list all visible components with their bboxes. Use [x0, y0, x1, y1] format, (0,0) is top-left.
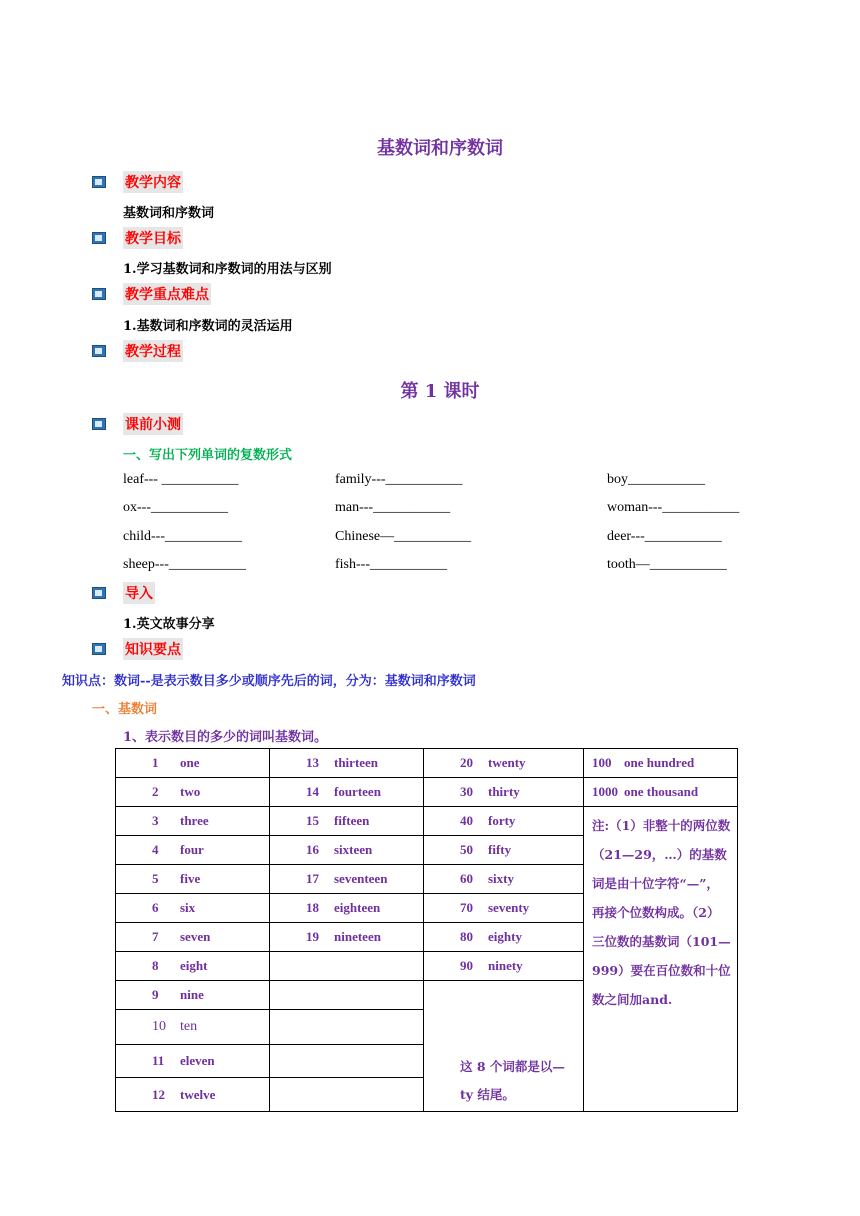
exercise-word: family---___________ [335, 472, 463, 487]
table-cell: 60 sixty [424, 865, 584, 894]
table-cell [270, 981, 424, 1010]
table-cell: 12 twelve [116, 1078, 270, 1112]
exercise-word: man---___________ [335, 500, 451, 515]
section-label: 教学重点难点 [123, 283, 211, 305]
table-cell: 8 eight [116, 952, 270, 981]
table-cell [270, 1045, 424, 1078]
section-label: 教学目标 [123, 227, 183, 249]
section-key-text: 1.基数词和序数词的灵活运用 [123, 319, 293, 334]
book-icon [92, 287, 106, 301]
exercise-word: child---___________ [123, 529, 242, 544]
page-title: 基数词和序数词 [377, 138, 503, 159]
section-content-heading [92, 172, 183, 192]
table-cell: 10 ten [116, 1010, 270, 1045]
section-goal-text: 1.学习基数词和序数词的用法与区别 [123, 262, 332, 277]
section-knowledge-heading [92, 639, 183, 659]
exercise-word: ox---___________ [123, 500, 228, 515]
exercise-word: Chinese—___________ [335, 529, 472, 544]
section-goal-heading [92, 228, 183, 248]
table-cell: 80 eighty [424, 923, 584, 952]
book-icon [92, 175, 106, 189]
cardinal-number-table [115, 748, 738, 1112]
section-intro-heading [92, 583, 155, 603]
table-cell: 16 sixteen [270, 836, 424, 865]
section-label: 课前小测 [123, 413, 183, 435]
ty-note: 这 8 个词都是以—ty 结尾。 [424, 981, 584, 1112]
section-process-heading [92, 341, 183, 361]
exercise-word: woman---___________ [607, 500, 740, 515]
table-cell: 19 nineteen [270, 923, 424, 952]
table-cell: 13 thirteen [270, 749, 424, 778]
book-icon [92, 344, 106, 358]
exercise-word: deer---___________ [607, 529, 722, 544]
table-cell: 1000 one thousand [584, 778, 738, 807]
table-cell: 100 one hundred [584, 749, 738, 778]
exercise-word: boy___________ [607, 472, 705, 487]
exercise-word: tooth—___________ [607, 557, 727, 572]
table-cell: 90 ninety [424, 952, 584, 981]
table-cell: 70 seventy [424, 894, 584, 923]
table-cell: 7 seven [116, 923, 270, 952]
table-cell [270, 1078, 424, 1112]
table-cell: 20 twenty [424, 749, 584, 778]
table-cell: 4 four [116, 836, 270, 865]
section-label: 教学内容 [123, 171, 183, 193]
exercise-word: leaf--- ___________ [123, 472, 239, 487]
table-cell: 2 two [116, 778, 270, 807]
book-icon [92, 231, 106, 245]
exercise-word: sheep---___________ [123, 557, 246, 572]
knowledge-desc: 1、表示数目的多少的词叫基数词。 [123, 730, 328, 745]
table-cell: 1 one [116, 749, 270, 778]
section-label: 教学过程 [123, 340, 183, 362]
section-label: 知识要点 [123, 638, 183, 660]
section-content-text: 基数词和序数词 [123, 206, 215, 221]
book-icon [92, 586, 106, 600]
table-cell: 17 seventeen [270, 865, 424, 894]
section-label: 导入 [123, 582, 155, 604]
table-cell: 11 eleven [116, 1045, 270, 1078]
section-pretest-heading [92, 414, 183, 434]
knowledge-point: 知识点：数词--是表示数目多少或顺序先后的词，分为：基数词和序数词 [62, 674, 476, 689]
book-icon [92, 417, 106, 431]
table-cell: 5 five [116, 865, 270, 894]
pretest-instruction: 一、写出下列单词的复数形式 [123, 448, 293, 463]
table-cell: 18 eighteen [270, 894, 424, 923]
table-cell: 9 nine [116, 981, 270, 1010]
table-cell: 15 fifteen [270, 807, 424, 836]
table-cell: 50 fifty [424, 836, 584, 865]
table-cell [270, 952, 424, 981]
exercise-word: fish---___________ [335, 557, 447, 572]
table-cell: 3 three [116, 807, 270, 836]
table-cell: 6 six [116, 894, 270, 923]
table-cell: 14 fourteen [270, 778, 424, 807]
table-cell: 30 thirty [424, 778, 584, 807]
lesson-title: 第 1 课时 [400, 381, 480, 402]
table-cell: 40 forty [424, 807, 584, 836]
section-intro-text: 1.英文故事分享 [123, 617, 215, 632]
table-note: 注:（1）非整十的两位数（21—29，…）的基数词是由十位字符“—”，再接个位数构成。（2）三位数的基数词（101—999）要在百位数和十位数之间加and. [584, 807, 738, 1112]
section-key-heading [92, 284, 211, 304]
knowledge-subheading: 一、基数词 [92, 702, 158, 717]
book-icon [92, 642, 106, 656]
table-cell [270, 1010, 424, 1045]
